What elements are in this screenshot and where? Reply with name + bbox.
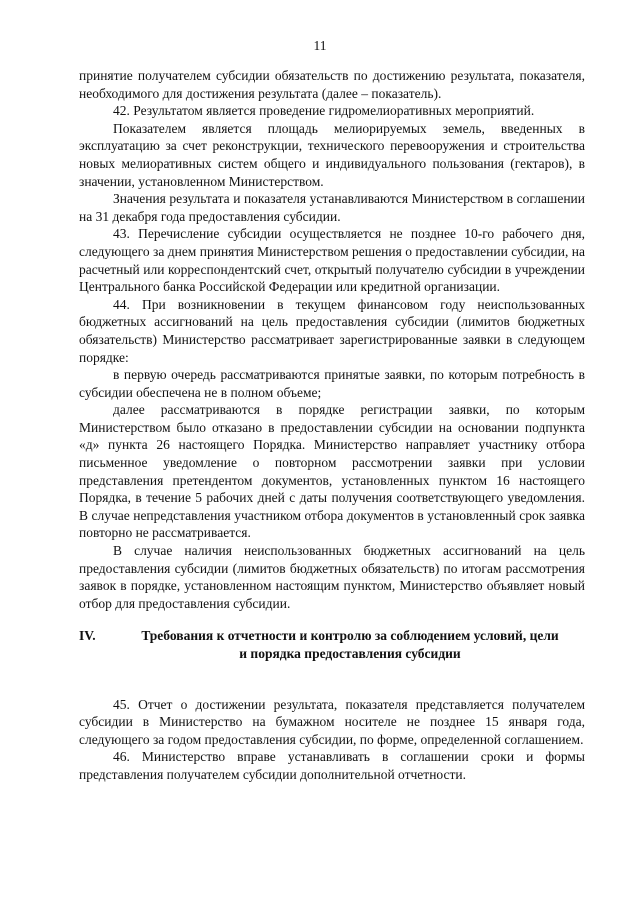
paragraph-first-order: в первую очередь рассматриваются принятые заявки, по которым потребность в субсидии обеспечена не в полном объеме; (79, 367, 585, 400)
paragraph-next-order: далее рассматриваются в порядке регистрации заявки, по которым Министерством было отказано в предоставлении субсидии на основании подпункта «д» пункта 26 настоящего Порядка. Министерство направляет участнику отбора письменное уведомление о повторном рассмотрении заявки при условии представления претендентом документов, установленных пунктом 16 настоящего Порядка, в течение 5 рабочих дней с даты получения соответствующего уведомления. В случае непредставления участником отбора документов в установленный срок заявка повторно не рассматривается. (79, 402, 585, 541)
paragraph-indicator: Показателем является площадь мелиорируемых земель, введенных в эксплуатацию за счет реконструкции, технического перевооружения и строительства новых мелиоративных систем общего и индивидуального пользования (гектаров), в значении, установленном Министерством. (79, 120, 585, 189)
section-title-line-1: Требования к отчетности и контролю за соблюдением условий, цели (141, 628, 559, 644)
paragraph-46: 46. Министерство вправе устанавливать в соглашении сроки и формы представления получателем субсидии дополнительной отчетности. (79, 749, 585, 782)
document-body (79, 67, 585, 784)
paragraph-continuation: принятие получателем субсидии обязательств по достижению результата, показателя, необходимого для достижения результата (далее – показатель). (79, 68, 585, 101)
paragraph-values: Значения результата и показателя устанавливаются Министерством в соглашении на 31 декабря года предоставления субсидии. (79, 191, 585, 224)
paragraph-44: 44. При возникновении в текущем финансовом году неиспользованных бюджетных ассигнований на цель предоставления субсидии (лимитов бюджетных обязательств) Министерство рассматривает зарегистрированные заявки в следующем порядке: (79, 296, 585, 365)
section-title-line-2: и порядка предоставления субсидии (239, 646, 461, 661)
section-number: IV. (79, 628, 96, 644)
paragraph-new-selection: В случае наличия неиспользованных бюджетных ассигнований на цель предоставления субсидии (лимитов бюджетных обязательств) по итогам рассмотрения заявок в порядке, установленном настоящим пунктом, Министерство объявляет новый отбор для предоставления субсидии. (79, 543, 585, 611)
paragraph-45: 45. Отчет о достижении результата, показателя представляется получателем субсидии в Министерство на бумажном носителе не позднее 15 января года, следующего за годом предоставления субсидии, по форме, определенной соглашением. (79, 696, 585, 747)
section-heading (79, 627, 585, 662)
section-title (115, 627, 585, 662)
page-number: 11 (313, 38, 327, 53)
paragraph-42: 42. Результатом является проведение гидромелиоративных мероприятий. (113, 103, 535, 119)
paragraph-43: 43. Перечисление субсидии осуществляется не позднее 10-го рабочего дня, следующего за днем принятия Министерством решения о предоставлении субсидии, на расчетный или корреспондентский счет, открытый получателю субсидии в учреждении Центрального банка Российской Федерации или кредитной организации. (79, 226, 585, 295)
